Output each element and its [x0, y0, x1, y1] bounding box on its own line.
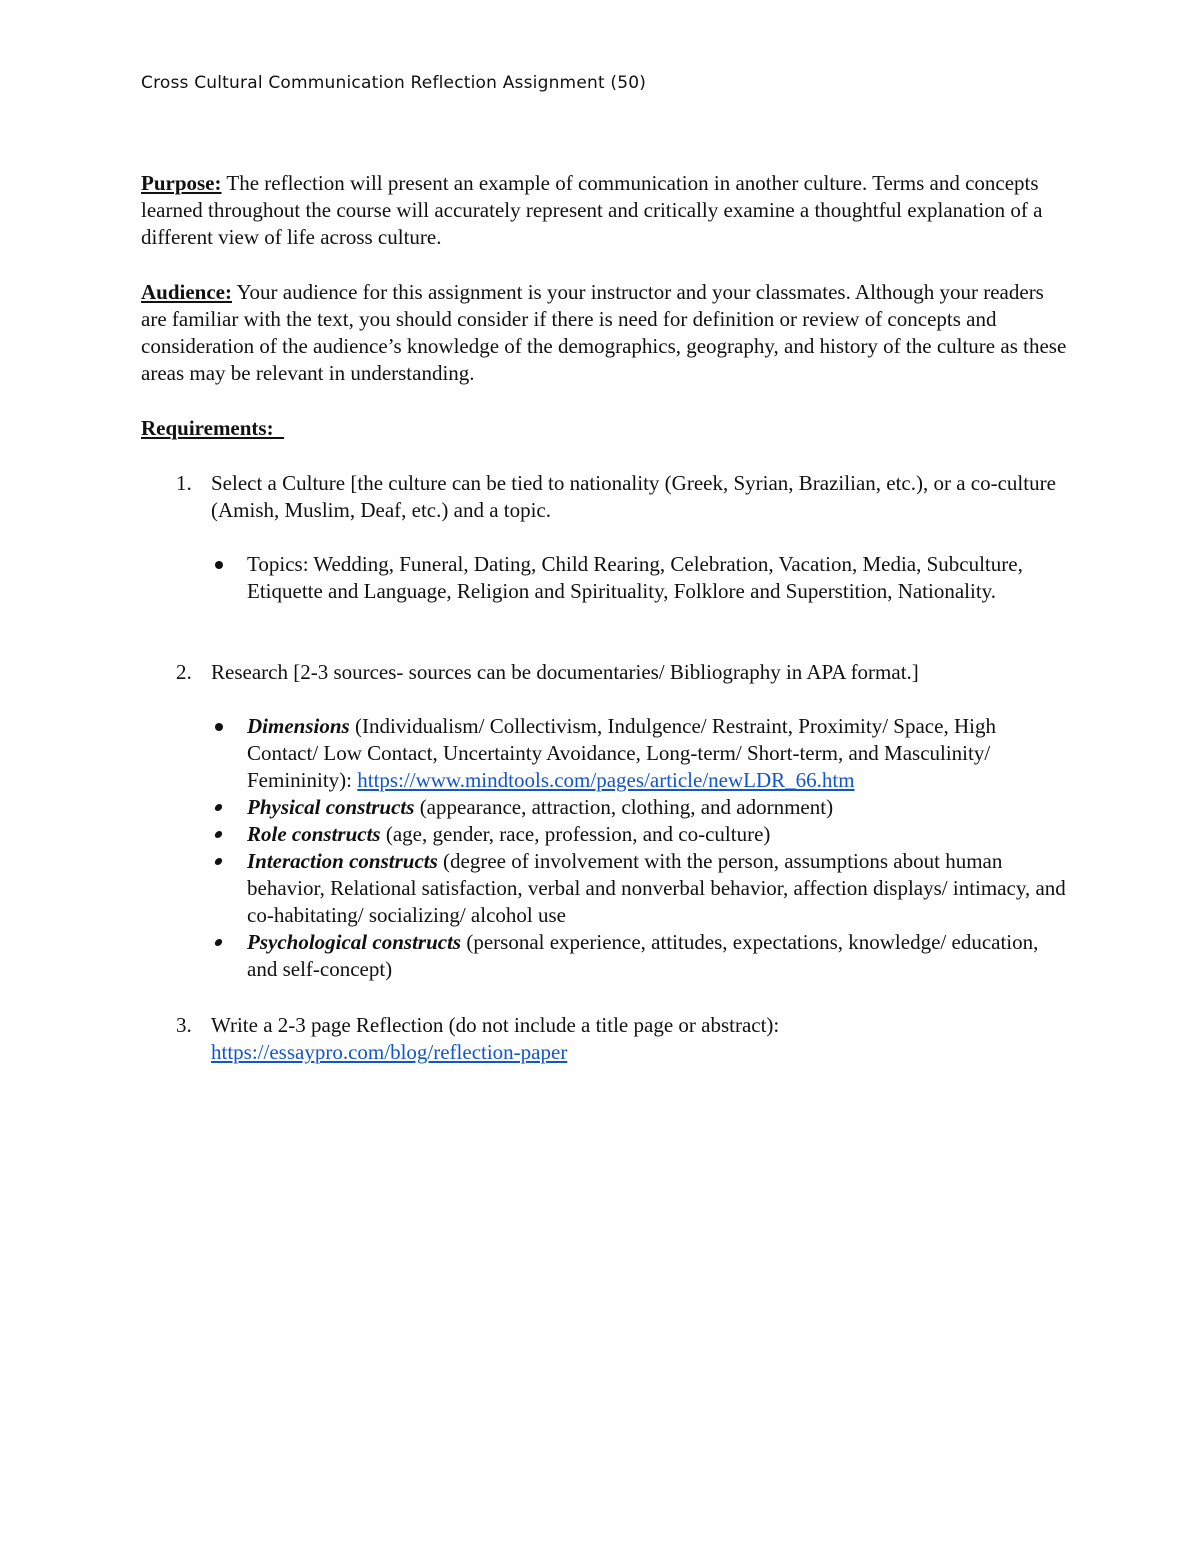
list-item: [212, 794, 1072, 821]
purpose-paragraph: [141, 170, 1071, 251]
bullet-icon: [214, 804, 223, 811]
bullet-term: Dimensions: [247, 714, 350, 738]
mindtools-link[interactable]: https://www.mindtools.com/pages/article/newLDR_66.htm: [357, 768, 855, 792]
bullet-term: Interaction constructs: [247, 849, 438, 873]
requirement-number: 2.: [176, 660, 192, 684]
bullet-term: Psychological constructs: [247, 930, 462, 954]
purpose-text: The reflection will present an example of communication in another culture. Terms and concepts learned throughout the course will accurately represent and critically examine a thoughtful explanation of a different view of life across culture.: [141, 171, 1043, 249]
requirement-number: 3.: [176, 1013, 192, 1037]
bullet-text: (Individualism/ Collectivism, Indulgence/ Restraint, Proximity/ Space, High Contact/ Low Contact, Uncertainty Avoidance, Long-term/ Short-term, and Masculinity/ Femininity):: [247, 714, 996, 792]
bullet-text: (appearance, attraction, clothing, and adornment): [414, 795, 834, 819]
purpose-label: Purpose:: [141, 171, 222, 195]
constructs-bullet-list: [212, 713, 1072, 983]
bullet-term: Physical constructs: [247, 795, 415, 819]
bullet-icon: [215, 723, 223, 731]
audience-paragraph: [141, 279, 1071, 387]
bullet-text: (degree of involvement with the person, assumptions about human behavior, Relational satisfaction, verbal and nonverbal behavior, affection displays/ intimacy, and co-habitating/ socializing/ alcohol use: [247, 849, 1066, 927]
audience-label: Audience:: [141, 280, 232, 304]
list-item: [212, 713, 1072, 794]
list-item: [212, 929, 1072, 983]
bullet-icon: [214, 831, 223, 838]
bullet-text: (personal experience, attitudes, expectations, knowledge/ education, and self-concept): [247, 930, 1039, 981]
list-item: [212, 551, 1072, 605]
topics-bullet-list: [212, 551, 1072, 605]
bullet-term: Role constructs: [247, 822, 381, 846]
page-header: Cross Cultural Communication Reflection Assignment (50): [141, 73, 647, 93]
bullet-text: (age, gender, race, profession, and co-culture): [380, 822, 771, 846]
list-item: [212, 821, 1072, 848]
requirement-number: 1.: [176, 471, 192, 495]
essaypro-link[interactable]: https://essaypro.com/blog/reflection-paper: [211, 1040, 568, 1064]
bullet-icon: [215, 561, 223, 569]
write-reflection-text: Write a 2-3 page Reflection (do not include a title page or abstract):: [211, 1013, 780, 1037]
topics-text: Topics: Wedding, Funeral, Dating, Child Rearing, Celebration, Vacation, Media, Subculture, Etiquette and Language, Religion and Spirituality, Folklore and Superstition, Nationality.: [247, 552, 1023, 603]
requirement-text: Select a Culture [the culture can be tied to nationality (Greek, Syrian, Brazilian, etc.), or a co-culture (Amish, Muslim, Deaf, etc.) and a topic.: [211, 471, 1056, 522]
audience-text: Your audience for this assignment is your instructor and your classmates. Although your readers are familiar with the text, you should consider if there is need for definition or review of concepts and consideration of the audience’s knowledge of the demographics, geography, and history of the culture as these areas may be relevant in understanding.: [141, 280, 1067, 385]
list-item: [212, 848, 1072, 929]
bullet-icon: [214, 939, 223, 946]
bullet-icon: [214, 858, 223, 865]
requirements-heading: Requirements:: [141, 416, 285, 440]
requirement-text: [211, 1012, 1071, 1066]
requirement-text: Research [2-3 sources- sources can be documentaries/ Bibliography in APA format.]: [211, 660, 919, 684]
